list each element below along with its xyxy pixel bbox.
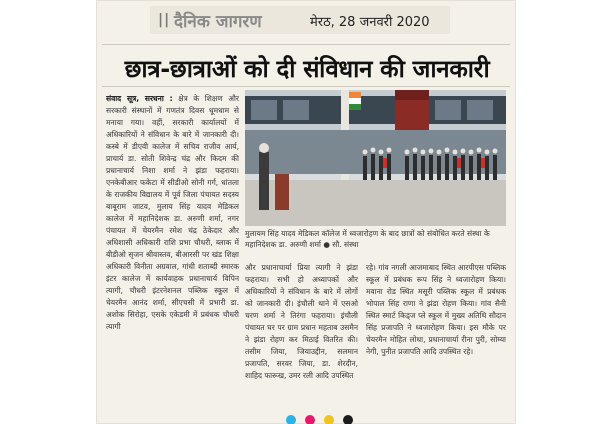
article-text-3: रहे। गांव नगली आजमाबाद स्थित आरपीएस पब्लिक स्कूल में प्रबंधक रूप सिंह ने ध्वजारोहण किया। मवाना रोड स्थित मसूरी पब्लिक स्कूल में प्रबंधक भोपाल सिंह राणा ने झंडा रोहण किया। गांव सैनी स्थित स्मार्ट किड्ज प्ले स्कूल में मुख्य अतिथि सौदान सिंह प्रजापति ने ध्वजारोहण किया। इस मौके पर चेयरमैन मोहित लोधा, प्रधानाचार्या रीना पुरी, सोम्या नेगी, पुनीत प्रजापति आदि उपस्थित रहे। bbox=[366, 263, 506, 356]
headline-rule bbox=[102, 86, 510, 87]
photo-caption: मुलायम सिंह यादव मेडिकल कॉलेज में ध्वजारोहण के बाद छात्रों को संबोधित करते संस्था के महानिदेशक डा. अरुणी शर्मा ● सौ. संस्था bbox=[245, 229, 490, 249]
event-photo bbox=[245, 90, 506, 226]
dot-blue bbox=[286, 415, 296, 424]
headline: छात्र-छात्राओं को दी संविधान की जानकारी bbox=[124, 55, 490, 83]
dot-black bbox=[343, 415, 353, 424]
article-column-3 bbox=[366, 262, 506, 418]
article-column-1 bbox=[106, 93, 239, 417]
byline: संवाद सूत्र, सरधना : bbox=[106, 94, 173, 103]
article-text-1: क्षेत्र के शिक्षण और सरकारी संस्थानों में गणतंत्र दिवस धूमधाम से मनाया गया। वहीं, सरकारी कार्यालयों में अधिकारियों ने संविधान के बारे में जानकारी दी। कस्बे में डीएवी कालेज में सचिव राजीव आर्य, प्राचार्य डा. सोती शिवेन्द्र चंद्र और किदम की प्रधानाचार्य निशा शर्मा ने झंडा फहराया। एनकेबीआर फकेटा में सीडीओ सोनी गर्ग, धांतला के राजकीय विद्यालय में पूर्व जिला पंचायत सदस्य बाबूराम जाटव, मुलाय सिंह यादव मेडिकल कालेज में महानिदेशक डा. अरुणी शर्मा, नगर पंचायत में चेयरमैन रमेश चंद्र ठेकेदार और अधिशासी अधिकारी राशि प्रभा चौधरी, ब्लाक में बीडीओ सृजन श्रीवास्तव, बीआरसी पर खंड शिक्षा अधिकारी विनीता अग्रवाल, गांधी शताब्दी स्मारक इंटर कालेज में कार्यवाहक प्रधानाचार्य विपिन त्यागी, चौधरी इंटरनेशनल पब्लिक स्कूल में चेयरमैन आनंद शर्मा, सीएचसी में प्रभारी डा. अशोक सिरोहा, एसके एकेडमी में प्रबंधक चौधरी त्यागी bbox=[106, 94, 239, 331]
dateline: मेरठ, 28 जनवरी 2020 bbox=[310, 15, 430, 30]
masthead bbox=[150, 6, 450, 34]
masthead-bars: || bbox=[158, 12, 171, 28]
article-text-2: और प्रधानाचार्या प्रिया त्यागी ने झंडा फहराया। सभी हो अध्यापकों और अधिकारियों ने संविधान के बारे में लोगों को जानकारी दी। इंचौली थाने में एसओ चरण शर्मा ने तिरंगा फहराया। इंचौली पंचायत घर पर ग्राम प्रधान महताब उसमैन ने झंडा रोहण कर मिठाई वितरित की। तसीम जिया, जियाउद्दीन, सलमान प्रजापति, सरवर जिया, डा. शेरदीन, शाहिद फारूख, उमर रली आदि उपस्थित bbox=[245, 263, 358, 380]
newspaper-name: दैनिक जागरण bbox=[174, 12, 262, 32]
photo-illustration bbox=[245, 90, 506, 226]
color-dots bbox=[286, 410, 357, 424]
article-column-2 bbox=[245, 262, 358, 418]
newspaper-clipping bbox=[96, 0, 516, 424]
dot-pink bbox=[305, 415, 315, 424]
dot-yellow bbox=[324, 415, 334, 424]
top-rule bbox=[102, 44, 510, 45]
